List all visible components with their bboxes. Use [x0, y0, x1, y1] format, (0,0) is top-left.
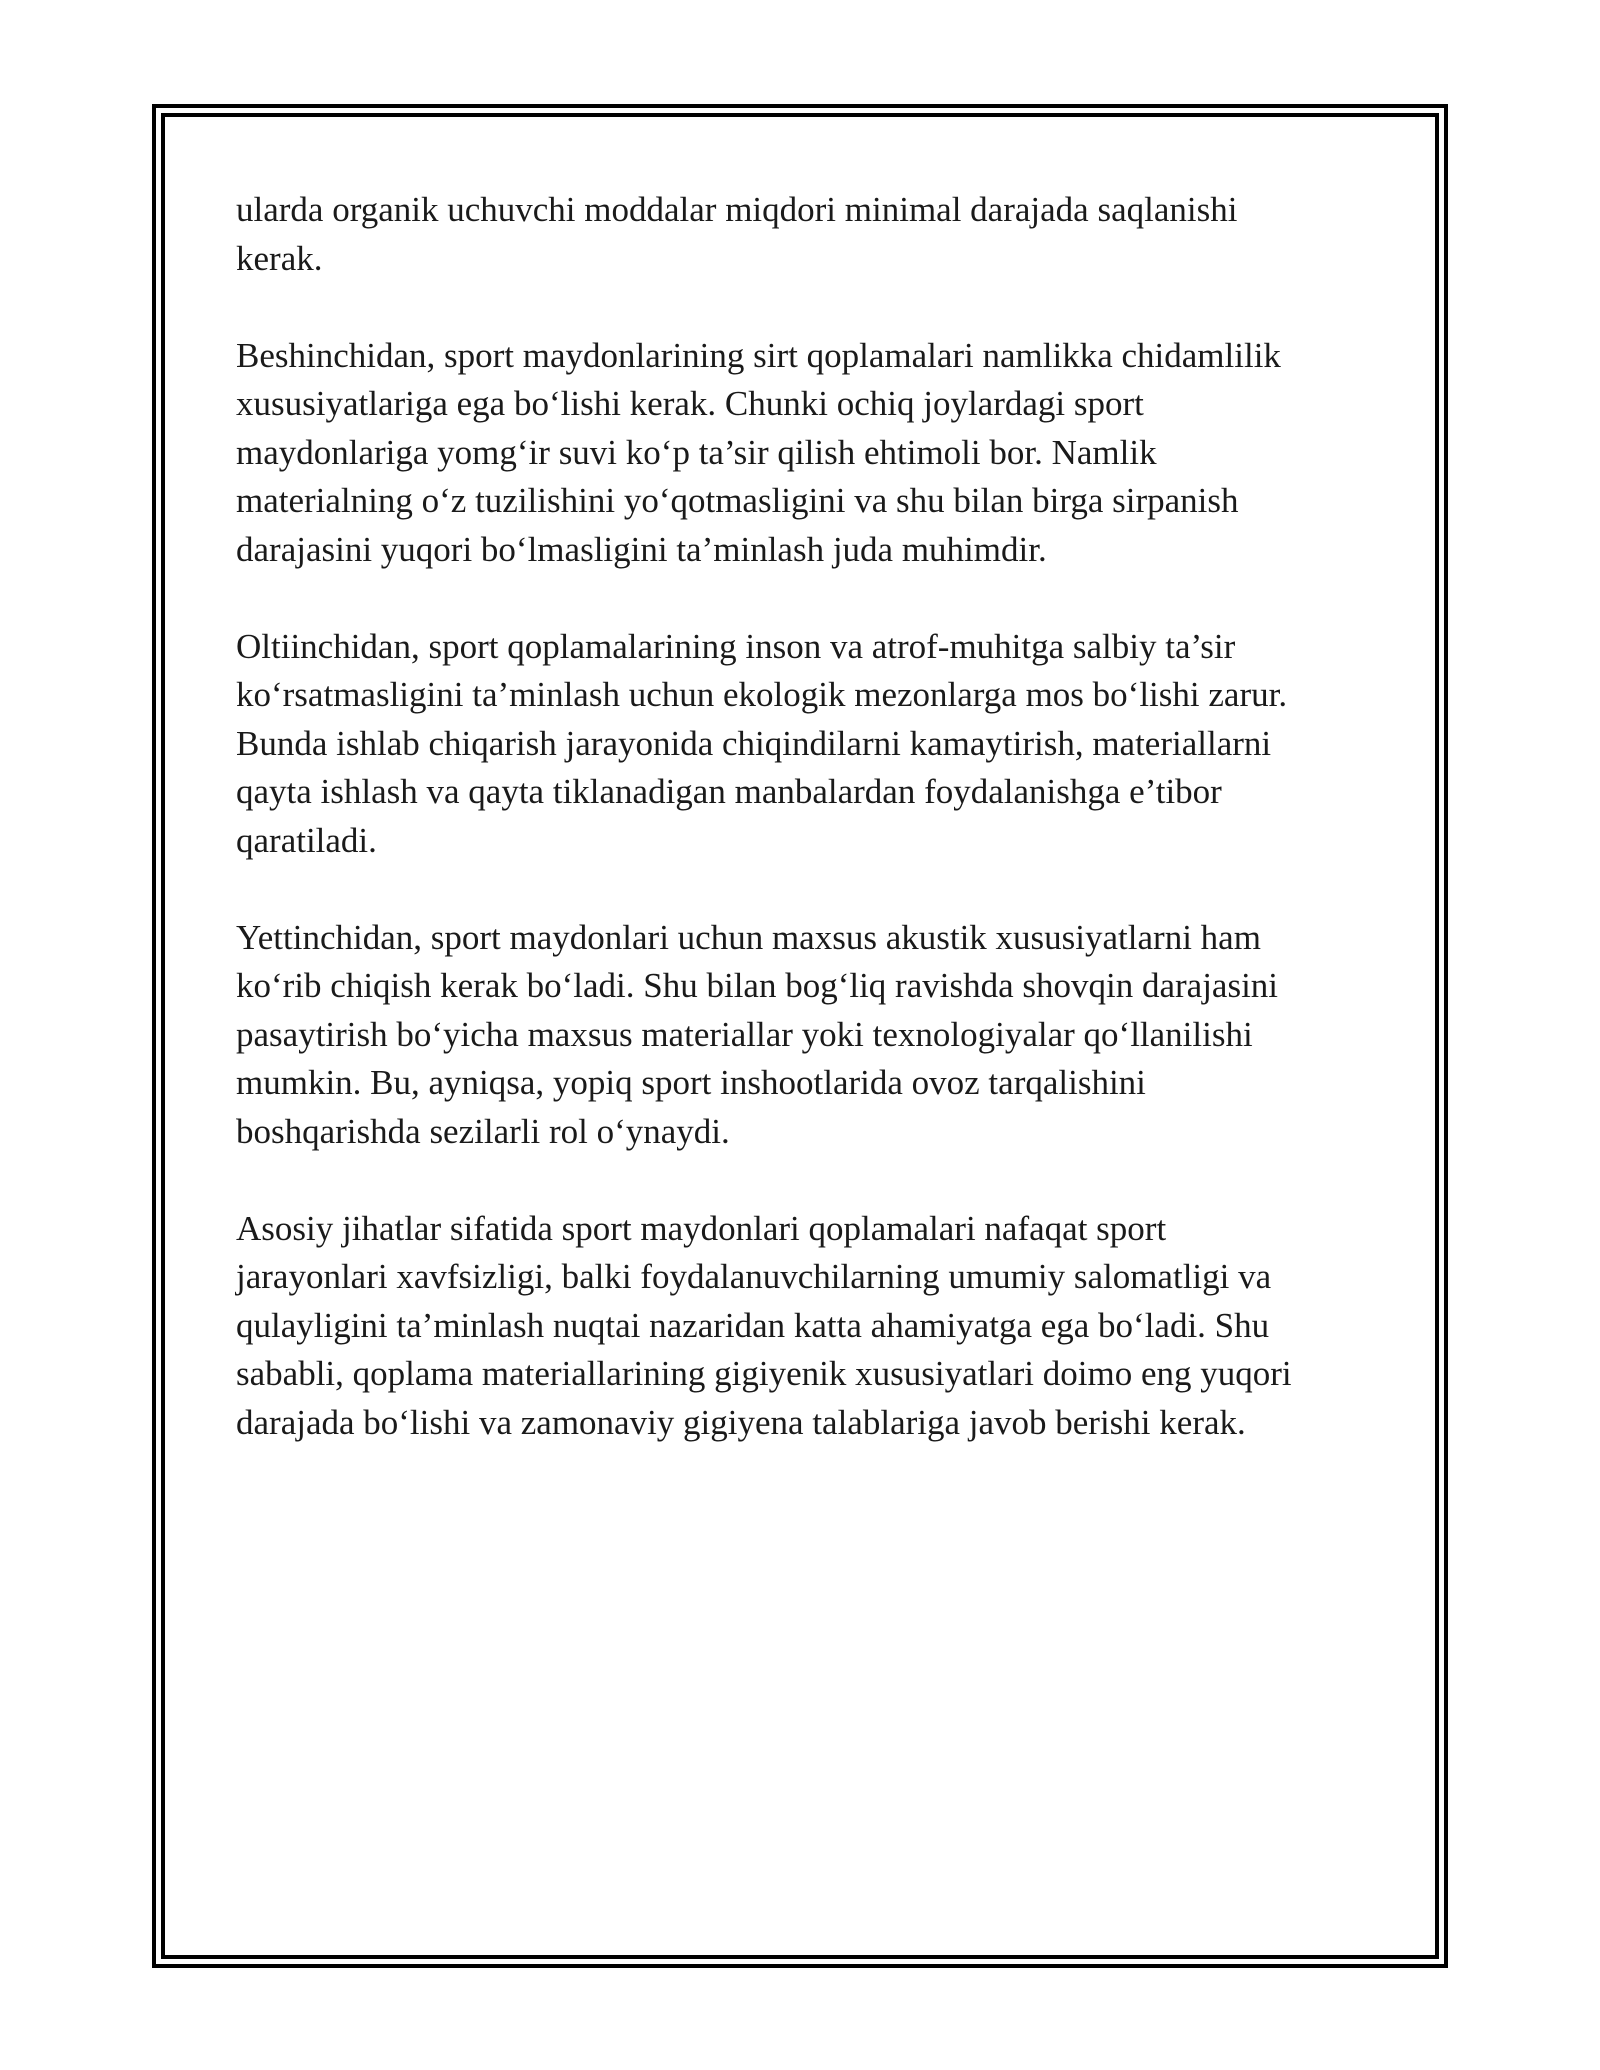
paragraph-conclusion: Asosiy jihatlar sifatida sport maydonlari qoplamalari nafaqat sport jarayonlari xavfsizligi, balki foydalanuvchilarning umumiy salomatligi va qulayligini ta’minlash nuqtai nazaridan katta ahamiyatga ega bo‘ladi. Shu sababli, qoplama materiallarining gigiyenik xususiyatlari doimo eng yuqori darajada bo‘lishi va zamonaviy gigiyena talablariga javob berishi kerak. [236, 1208, 1292, 1442]
paragraph-sixth-point: Oltiinchidan, sport qoplamalarining inson va atrof-muhitga salbiy ta’sir ko‘rsatmasligini ta’minlash uchun ekologik mezonlarga mos bo‘lishi zarur. Bunda ishlab chiqarish jarayonida chiqindilarni kamaytirish, materiallarni qayta ishlash va qayta tiklanadigan manbalardan foydalanishga e’tibor qaratiladi. [236, 626, 1288, 860]
paragraph-fifth-point: Beshinchidan, sport maydonlarining sirt qoplamalari namlikka chidamlilik xususiyatlariga ega bo‘lishi kerak. Chunki ochiq joylardagi sport maydonlariga yomg‘ir suvi ko‘p ta’sir qilish ehtimoli bor. Namlik materialning o‘z tuzilishini yo‘qotmasligini va shu bilan birga sirpanish darajasini yuqori bo‘lmasligini ta’minlash juda muhimdir. [236, 335, 1281, 569]
document-body [236, 186, 1376, 1496]
paragraph-seventh-point: Yettinchidan, sport maydonlari uchun maxsus akustik xususiyatlarni ham ko‘rib chiqish kerak bo‘ladi. Shu bilan bog‘liq ravishda shovqin darajasini pasaytirish bo‘yicha maxsus materiallar yoki texnologiyalar qo‘llanilishi mumkin. Bu, ayniqsa, yopiq sport inshootlarida ovoz tarqalishini boshqarishda sezilarli rol o‘ynaydi. [236, 917, 1279, 1151]
paragraph-continuation: ularda organik uchuvchi moddalar miqdori minimal darajada saqlanishi kerak. [236, 190, 1238, 278]
